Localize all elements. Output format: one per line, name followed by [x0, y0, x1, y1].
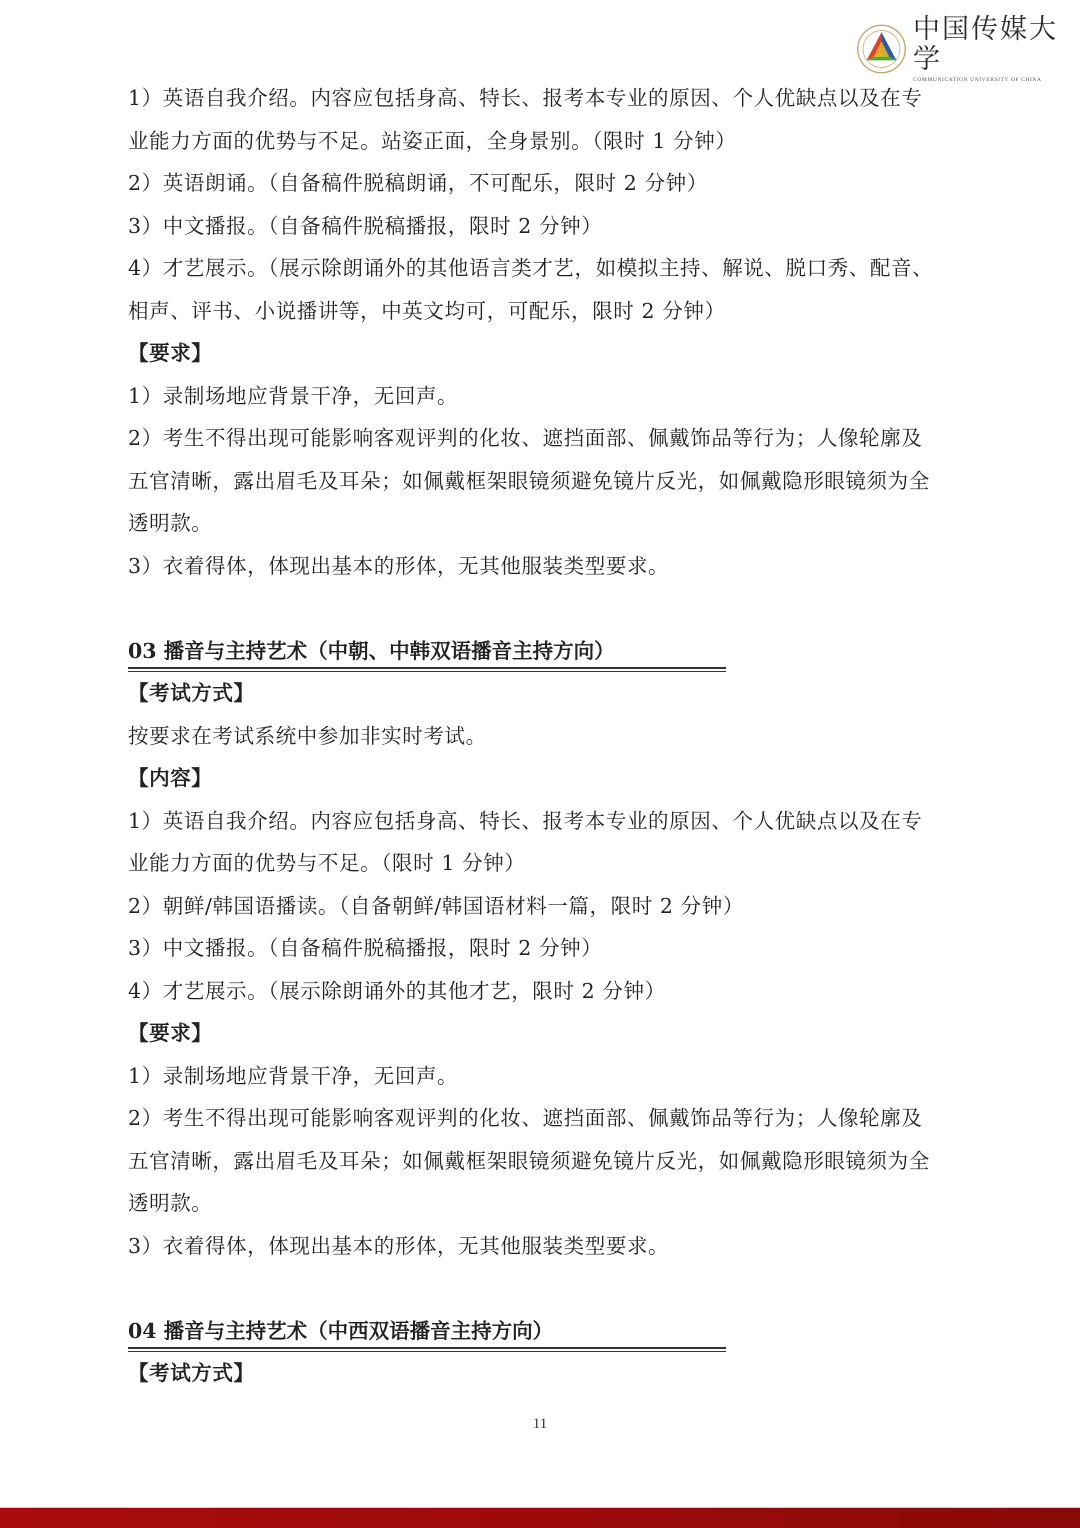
content-line: 相声、评书、小说播讲等，中英文均可，可配乐，限时 2 分钟） — [128, 298, 726, 323]
requirements-heading: 【要求】 — [128, 341, 213, 365]
document-body — [128, 77, 958, 1395]
section-03-title: 03 播音与主持艺术（中朝、中韩双语播音主持方向） — [128, 630, 726, 673]
requirement-line: 3）衣着得体，体现出基本的形体，无其他服装类型要求。 — [128, 553, 670, 578]
exam-method-heading: 【考试方式】 — [128, 681, 255, 705]
requirement-line: 五官清晰，露出眉毛及耳朵；如佩戴框架眼镜须避免镜片反光，如佩戴隐形眼镜须为全 — [128, 468, 930, 493]
university-logo — [856, 14, 1066, 83]
footer-bar — [0, 1507, 1080, 1528]
content-line: 1）英语自我介绍。内容应包括身高、特长、报考本专业的原因、个人优缺点以及在专 — [128, 86, 923, 110]
exam-method-text: 按要求在考试系统中参加非实时考试。 — [128, 723, 487, 748]
content-line: 4）才艺展示。（展示除朗诵外的其他语言类才艺，如模拟主持、解说、脱口秀、配音、 — [128, 256, 934, 280]
content-line: 2）英语朗诵。（自备稿件脱稿朗诵，不可配乐，限时 2 分钟） — [128, 171, 708, 195]
content-line: 3）中文播报。（自备稿件脱稿播报，限时 2 分钟） — [128, 936, 603, 960]
content-line: 3）中文播报。（自备稿件脱稿播报，限时 2 分钟） — [128, 213, 603, 238]
university-emblem-icon — [856, 20, 907, 78]
requirement-line: 2）考生不得出现可能影响客观评判的化妆、遮挡面部、佩戴饰品等行为；人像轮廓及 — [128, 1106, 923, 1130]
logo-english-name: COMMUNICATION UNIVERSITY OF CHINA — [913, 77, 1042, 83]
content-line: 1）英语自我介绍。内容应包括身高、特长、报考本专业的原因、个人优缺点以及在专 — [128, 808, 923, 833]
requirements-heading: 【要求】 — [128, 1021, 213, 1045]
requirement-line: 1）录制场地应背景干净，无回声。 — [128, 383, 459, 408]
logo-chinese-name: 中国传媒大学 — [913, 14, 1058, 75]
exam-method-heading: 【考试方式】 — [128, 1361, 255, 1385]
requirement-line: 3）衣着得体，体现出基本的形体，无其他服装类型要求。 — [128, 1233, 670, 1258]
section-04-title: 04 播音与主持艺术（中西双语播音主持方向） — [128, 1310, 726, 1353]
section-spacer — [128, 1267, 958, 1310]
requirement-line: 2）考生不得出现可能影响客观评判的化妆、遮挡面部、佩戴饰品等行为；人像轮廓及 — [128, 426, 923, 450]
requirement-line: 1）录制场地应背景干净，无回声。 — [128, 1063, 459, 1088]
page-number: 11 — [532, 1416, 548, 1432]
content-heading: 【内容】 — [128, 766, 213, 790]
content-line: 2）朝鲜/韩国语播读。（自备朝鲜/韩国语材料一篇，限时 2 分钟） — [128, 893, 744, 918]
requirement-line: 五官清晰，露出眉毛及耳朵；如佩戴框架眼镜须避免镜片反光，如佩戴隐形眼镜须为全 — [128, 1148, 930, 1173]
section-spacer — [128, 587, 958, 630]
content-line: 业能力方面的优势与不足。（限时 1 分钟） — [128, 851, 526, 875]
content-line: 4）才艺展示。（展示除朗诵外的其他才艺，限时 2 分钟） — [128, 978, 666, 1003]
requirement-line: 透明款。 — [128, 1191, 213, 1215]
content-line: 业能力方面的优势与不足。站姿正面，全身景别。（限时 1 分钟） — [128, 128, 737, 153]
requirement-line: 透明款。 — [128, 511, 213, 535]
